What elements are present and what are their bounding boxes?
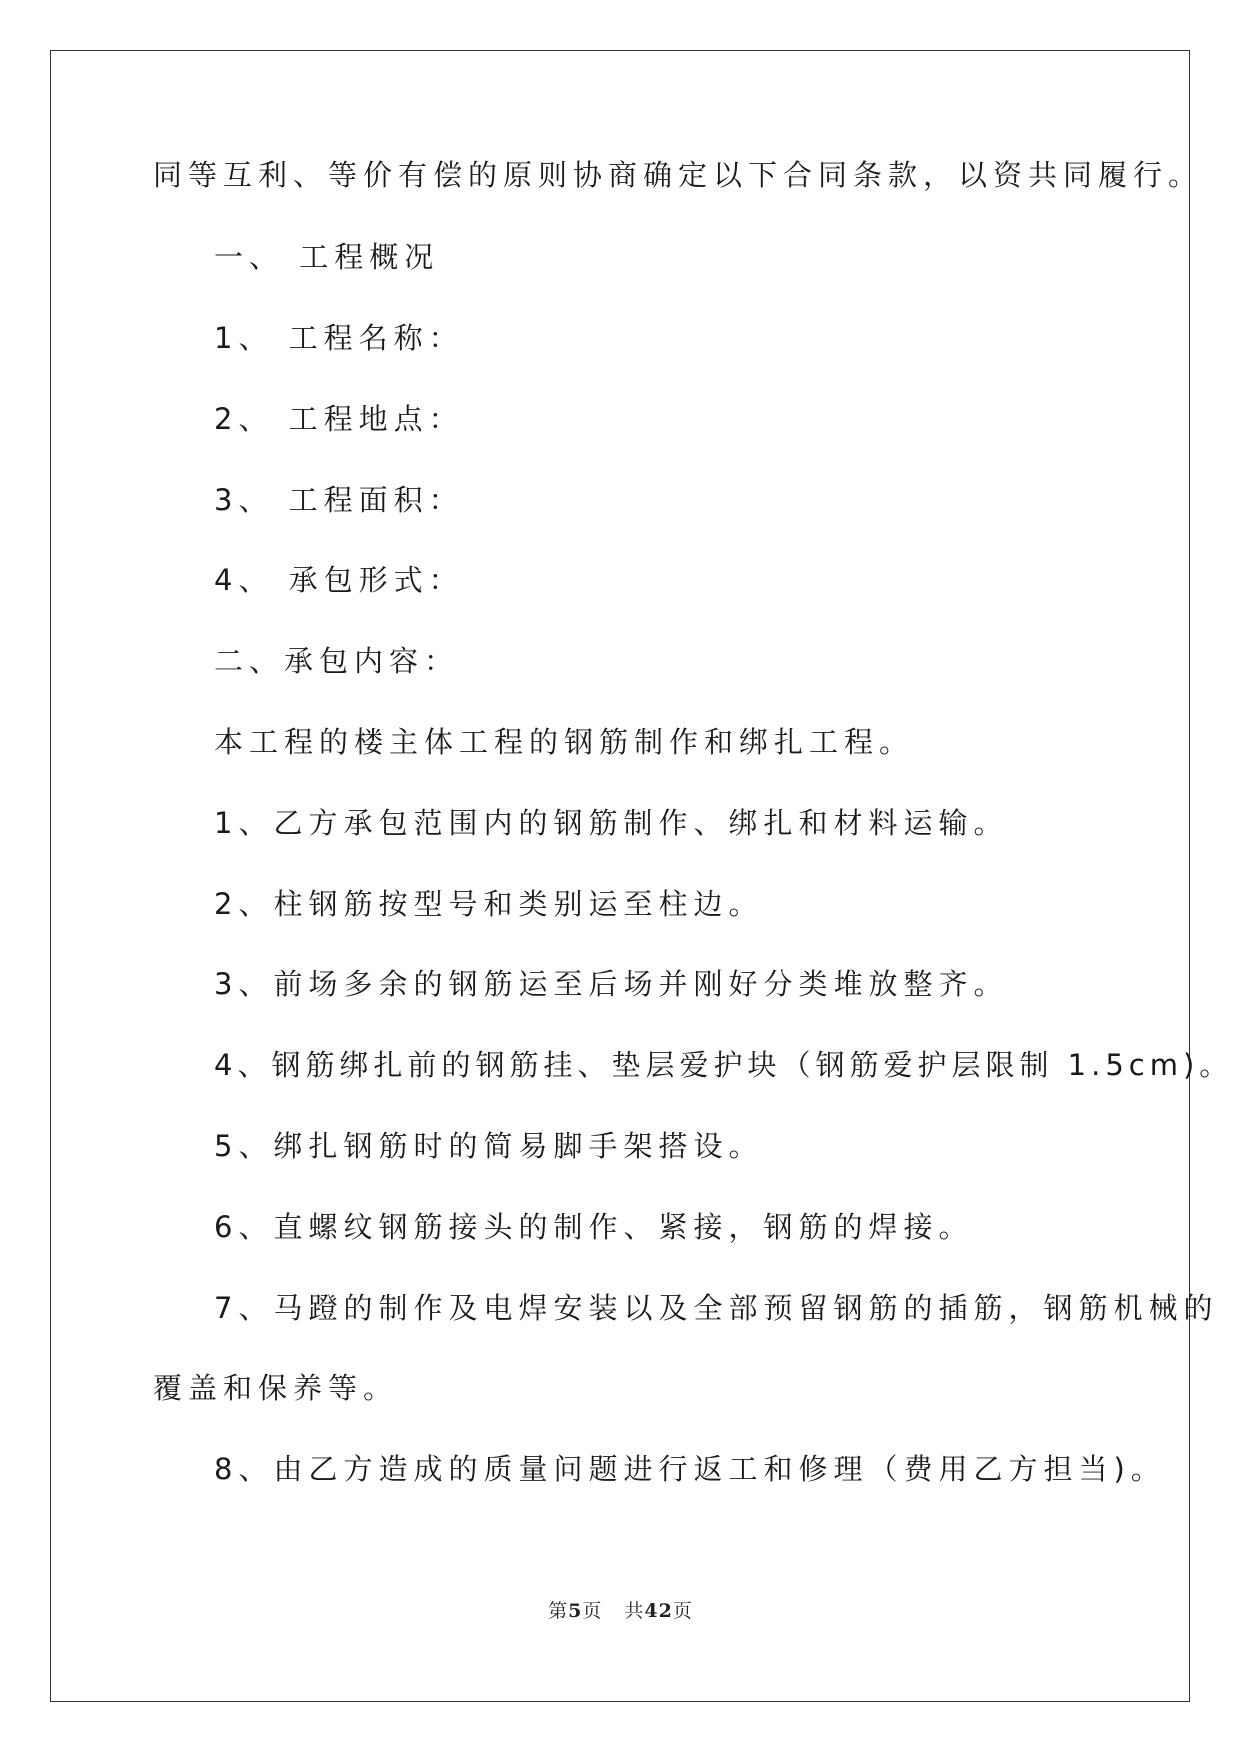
paragraph-line: 本工程的楼主体工程的钢筋制作和绑扎工程。 (214, 725, 915, 759)
paragraph-line: 覆盖和保养等。 (153, 1371, 399, 1405)
page-label-prefix: 第 (548, 1600, 569, 1622)
paragraph-line: 同等互利、等价有偿的原则协商确定以下合同条款，以资共同履行。 (153, 158, 1204, 192)
total-label-suffix: 页 (672, 1600, 693, 1622)
list-item: 1、乙方承包范围内的钢筋制作、绑扎和材料运输。 (214, 806, 1009, 840)
page-label-suffix: 页 (582, 1600, 603, 1622)
page-footer (0, 1596, 1241, 1623)
list-item: 1、 工程名称： (214, 321, 464, 355)
list-item: 7、马蹬的制作及电焊安装以及全部预留钢筋的插筋，钢筋机械的 (214, 1291, 1219, 1325)
list-item: 2、 工程地点： (214, 402, 464, 436)
list-item: 4、 承包形式： (214, 563, 464, 597)
list-item: 5、绑扎钢筋时的简易脚手架搭设。 (214, 1129, 764, 1163)
list-item: 2、柱钢筋按型号和类别运至柱边。 (214, 887, 764, 921)
total-label-prefix: 共 (624, 1600, 645, 1622)
list-item: 4、钢筋绑扎前的钢筋挂、垫层爱护块（钢筋爱护层限制 1.5cm)。 (214, 1048, 1234, 1082)
total-pages: 42 (644, 1600, 673, 1622)
list-item: 8、由乙方造成的质量问题进行返工和修理（费用乙方担当)。 (214, 1452, 1166, 1486)
page-number: 5 (568, 1600, 583, 1622)
list-item: 3、 工程面积： (214, 483, 464, 517)
section-heading: 一、 工程概况 (214, 240, 440, 274)
section-heading: 二、承包内容： (214, 644, 460, 678)
list-item: 3、前场多余的钢筋运至后场并刚好分类堆放整齐。 (214, 967, 1009, 1001)
list-item: 6、直螺纹钢筋接头的制作、紧接，钢筋的焊接。 (214, 1210, 974, 1244)
